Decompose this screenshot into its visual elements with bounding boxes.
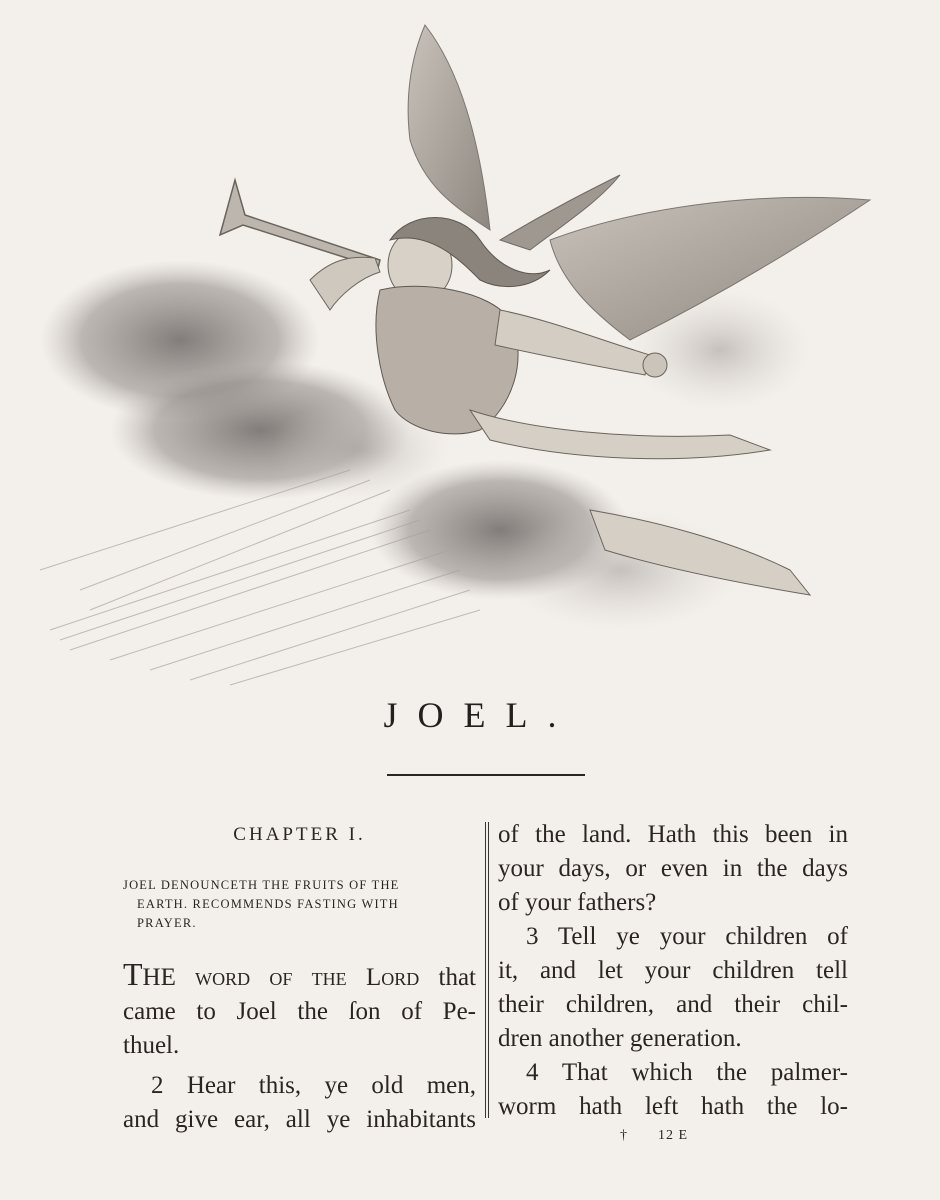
signature-mark: 12 E — [658, 1128, 689, 1143]
summary-line: EARTH. RECOMMENDS FASTING WITH — [137, 897, 399, 911]
verse-line: dren another generation. — [498, 1025, 742, 1052]
page-footer — [620, 1128, 718, 1144]
summary-line: PRAYER. — [137, 916, 197, 930]
verse-line: came to Joel the ſon of Pe- — [123, 998, 476, 1025]
left-column — [123, 818, 476, 1137]
wing-upper — [408, 25, 490, 230]
verse-3 — [498, 920, 848, 1056]
drapery — [376, 286, 518, 434]
verse-line: thuel. — [123, 1032, 180, 1059]
summary-line: JOEL DENOUNCETH THE FRUITS OF THE — [123, 878, 400, 892]
column-divider — [485, 822, 489, 1118]
verse-line: and give ear, all ye inhabitants — [123, 1106, 476, 1133]
verse-line: of the land. Hath this been in — [498, 821, 848, 848]
right-column — [498, 818, 848, 1124]
verse-4 — [498, 1056, 848, 1124]
book-title: JOEL. — [383, 695, 577, 735]
title-rule — [387, 774, 585, 776]
footer-mark: † — [620, 1128, 628, 1143]
verse-line: THE word of the Lord that — [123, 956, 477, 992]
verse-line: 2 Hear this, ye old men, — [151, 1072, 476, 1099]
verse-line: it, and let your children tell — [498, 957, 848, 984]
drop-cap: T — [123, 956, 143, 992]
angel-trumpet-engraving — [30, 10, 910, 700]
verse-line: of your fathers? — [498, 889, 657, 916]
verse-line: 4 That which the palmer- — [526, 1059, 848, 1086]
verse-line: their children, and their chil- — [498, 991, 848, 1018]
leg-upper — [470, 410, 770, 459]
lord-small-caps: Lord — [365, 964, 420, 991]
verse-2 — [123, 1069, 476, 1137]
verse-line: 3 Tell ye your children of — [526, 923, 848, 950]
verse-line: worm hath left hath the lo- — [498, 1093, 848, 1120]
chapter-heading: CHAPTER I. — [233, 824, 366, 845]
verse-1 — [123, 957, 476, 1063]
verse-2-continued — [498, 818, 848, 920]
verse-line: your days, or even in the days — [498, 855, 848, 882]
trumpet — [220, 180, 380, 268]
chapter-summary — [123, 876, 476, 933]
